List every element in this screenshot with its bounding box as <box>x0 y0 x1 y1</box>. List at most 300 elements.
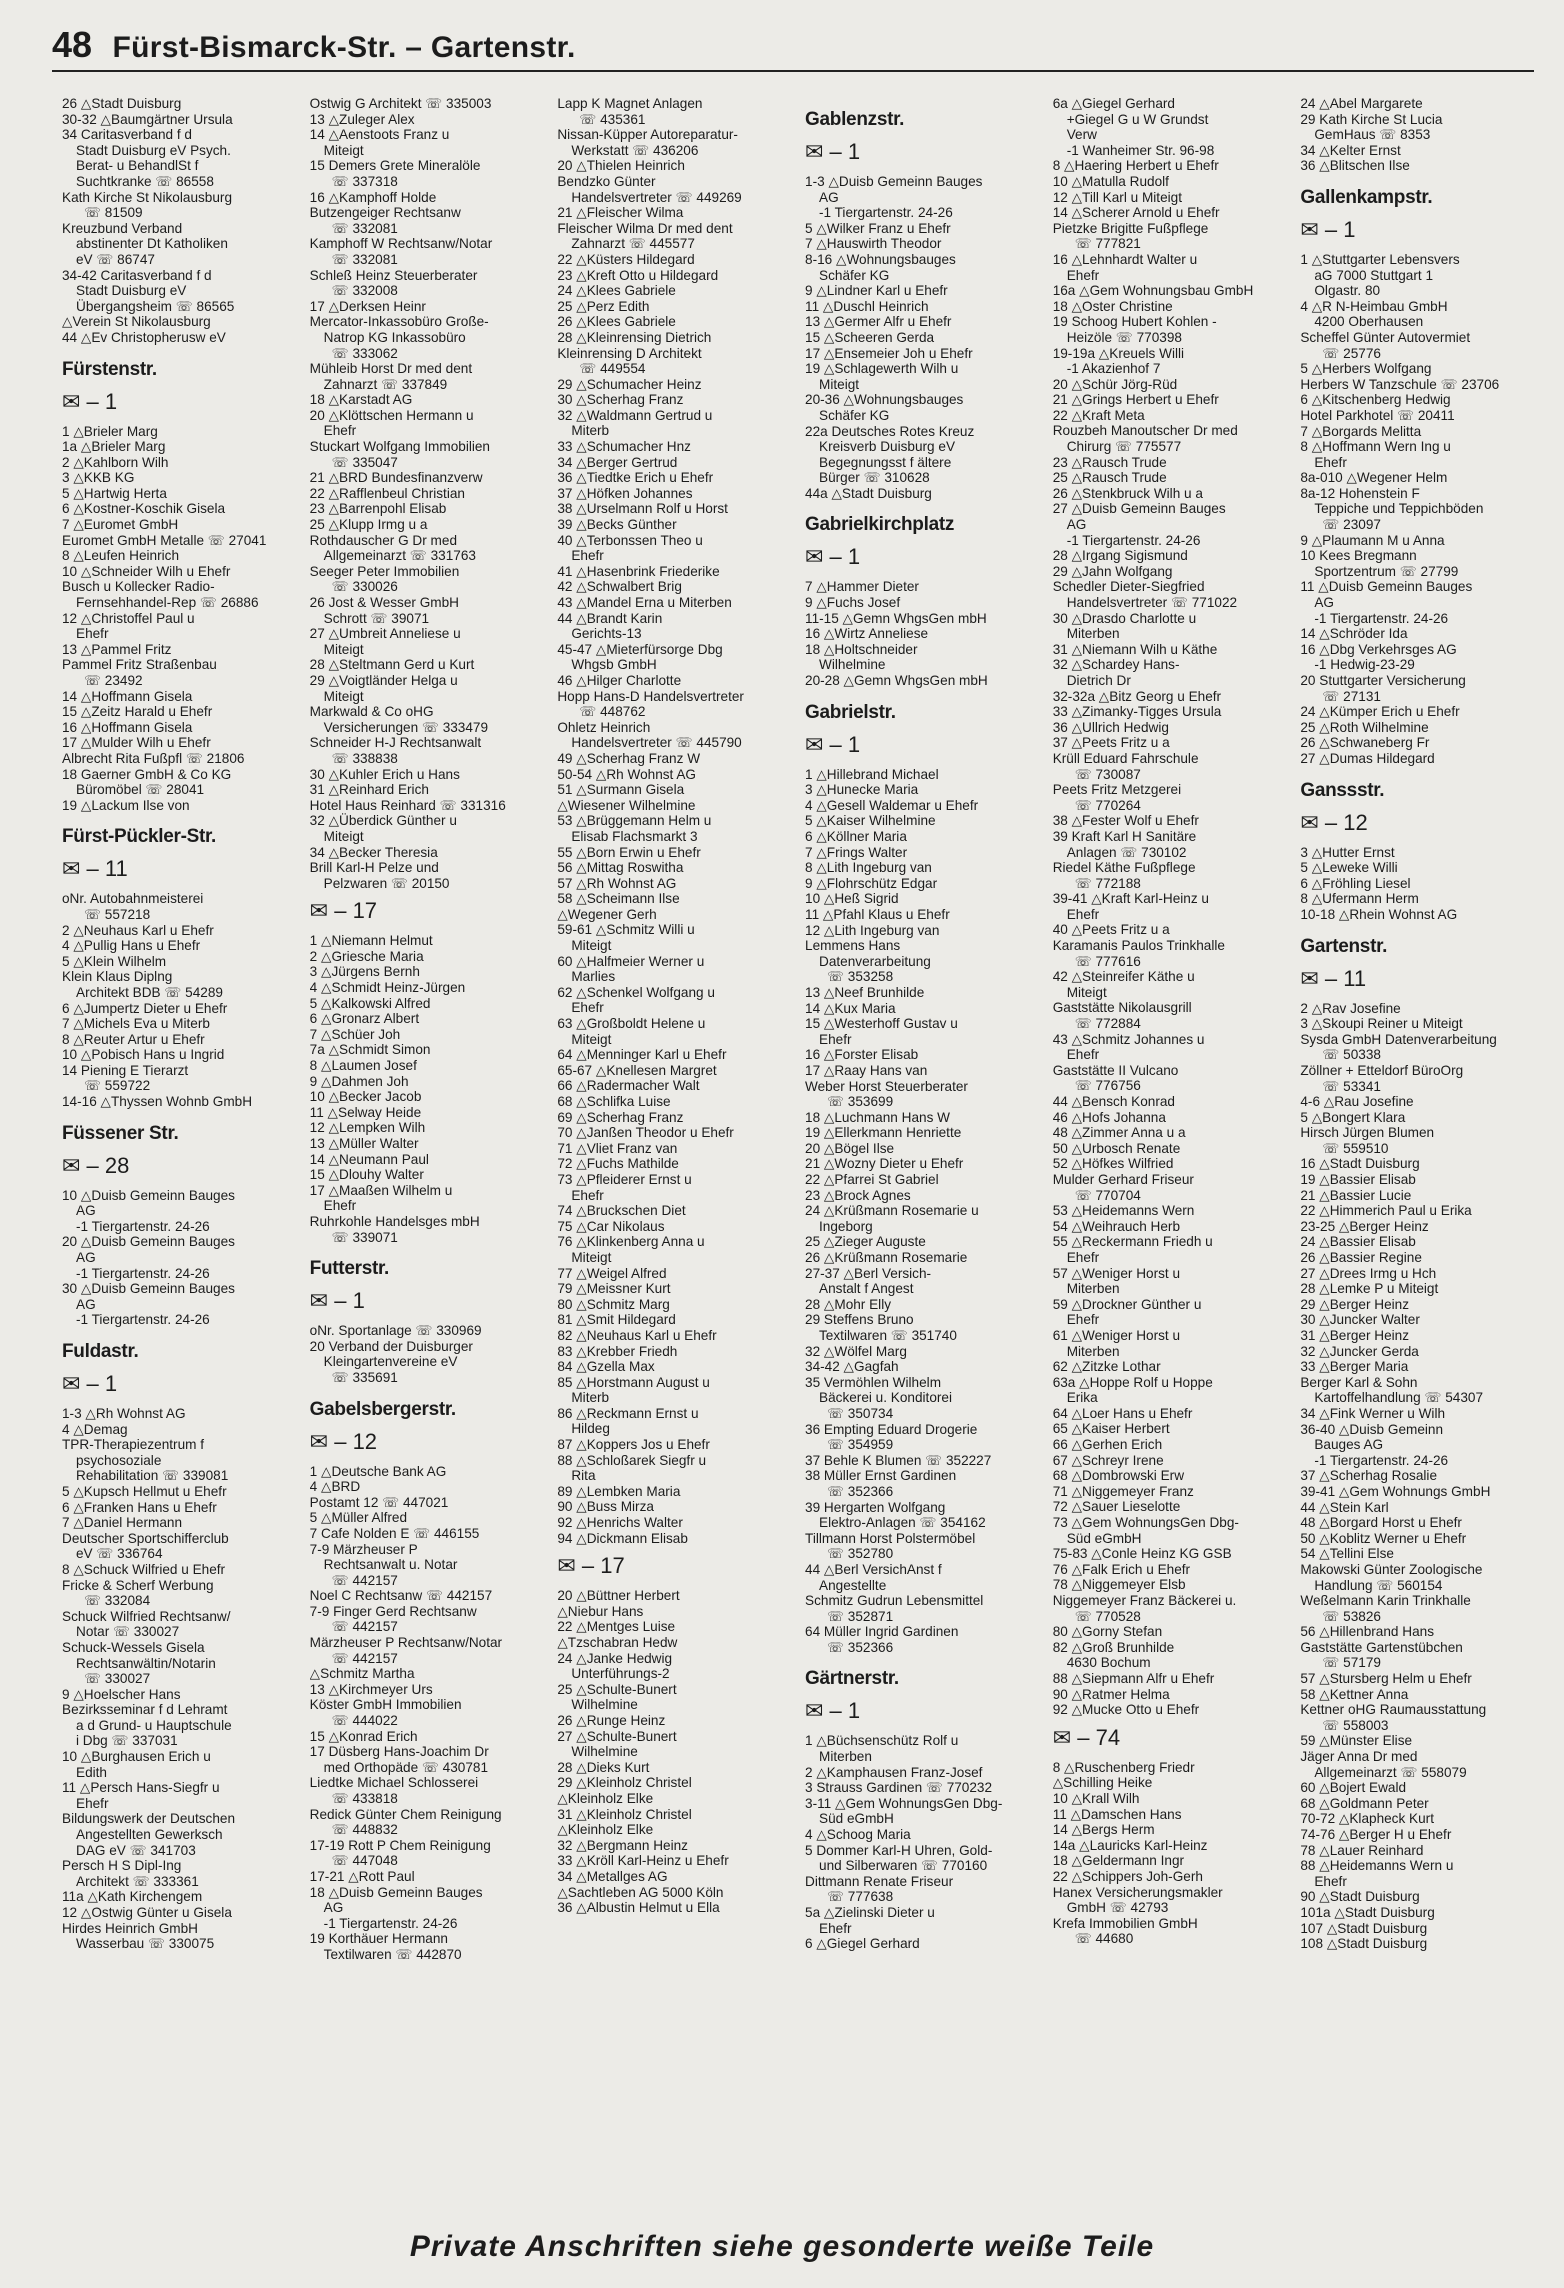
directory-entry: Nissan-Küpper Autoreparatur- <box>557 127 738 143</box>
directory-entry: -1 Tiergartenstr. 24-26 <box>1314 610 1449 626</box>
directory-entry: 83 △Krebber Friedh <box>557 1343 678 1359</box>
directory-entry: -1 Tiergartenstr. 24-26 <box>1066 532 1201 548</box>
directory-entry: 45-47 △Mieterfürsorge Dbg <box>557 641 723 657</box>
directory-entry: 3 Strauss Gardinen ☏ 770232 <box>805 1780 993 1796</box>
directory-entry: 30 △Scherhag Franz <box>557 392 684 408</box>
directory-entry: Fernsehhandel-Rep ☏ 26886 <box>76 595 259 611</box>
directory-entry: Stadt Duisburg eV Psych. <box>76 142 231 158</box>
directory-entry: 65 △Kaiser Herbert <box>1052 1421 1170 1437</box>
directory-entry: 13 △Pammel Fritz <box>62 641 172 657</box>
directory-entry: ☏ 332081 <box>331 220 398 236</box>
directory-entry: 108 △Stadt Duisburg <box>1300 1936 1428 1952</box>
directory-entry: 40 △Terbonssen Theo u <box>557 532 703 548</box>
directory-entry: 17-19 Rott P Chem Reinigung <box>309 1837 491 1853</box>
page-title: Fürst-Bismarck-Str. – Gartenstr. <box>112 31 576 64</box>
directory-entry: 8a-010 △Wegener Helm <box>1300 470 1448 486</box>
directory-entry: Elektro-Anlagen ☏ 354162 <box>819 1515 986 1531</box>
directory-entry: ☏ 337318 <box>331 173 398 189</box>
directory-entry: Kreuzbund Verband <box>62 220 183 236</box>
directory-entry: ☏ 770264 <box>1074 797 1141 813</box>
directory-entry: 32 △Bergmann Heinz <box>557 1837 688 1853</box>
directory-entry: 4200 Oberhausen <box>1314 314 1424 330</box>
directory-entry: 9 △Plaumann M u Anna <box>1300 532 1445 548</box>
directory-entry: 29 △Voigtländer Helga u <box>309 672 458 688</box>
postal-district: ✉ – 1 <box>805 1698 861 1724</box>
street-heading: Fürst-Pückler-Str. <box>62 826 217 848</box>
directory-entry: 34 △Fink Werner u Wilh <box>1300 1405 1446 1421</box>
directory-entry: 20 △Bögel Ilse <box>805 1140 895 1156</box>
directory-entry: 19 △Lackum Ilse von <box>62 797 190 813</box>
directory-entry: ☏ 776756 <box>1074 1078 1141 1094</box>
directory-entry: 14a △Lauricks Karl-Heinz <box>1052 1837 1208 1853</box>
directory-entry: 25 △Schulte-Bunert <box>557 1681 677 1697</box>
postal-district: ✉ – 74 <box>1052 1724 1121 1750</box>
directory-entry: 72 △Sauer Lieselotte <box>1052 1499 1181 1515</box>
directory-entry: 1 △Niemann Helmut <box>309 933 433 949</box>
directory-entry: 4 △Schoog Maria <box>805 1827 911 1843</box>
directory-entry: 10 △Matulla Rudolf <box>1052 173 1169 189</box>
directory-entry: 10 △Becker Jacob <box>309 1089 422 1105</box>
directory-entry: Elisab Flachsmarkt 3 <box>571 828 698 844</box>
directory-entry: 7 △Euromet GmbH <box>62 517 179 533</box>
directory-entry: 34-42 △Gagfah <box>805 1359 899 1375</box>
directory-entry: 3 △Jürgens Bernh <box>309 964 420 980</box>
directory-entry: 16 △Lehnhardt Walter u <box>1052 251 1198 267</box>
directory-entry: Miteigt <box>323 828 364 844</box>
postal-district: ✉ – 1 <box>309 1288 365 1314</box>
directory-entry: 28 △Steltmann Gerd u Kurt <box>309 657 475 673</box>
directory-entry: ☏ 50338 <box>1322 1047 1381 1063</box>
directory-entry: 28 △Mohr Elly <box>805 1296 892 1312</box>
directory-entry: ☏ 354959 <box>827 1437 894 1453</box>
directory-entry: 44 △Berl VersichAnst f <box>805 1561 942 1577</box>
directory-entry: 55 △Born Erwin u Ehefr <box>557 844 701 860</box>
directory-entry: 3 △Hunecke Maria <box>805 782 919 798</box>
directory-entry: 15 △Scheeren Gerda <box>805 329 935 345</box>
directory-entry: 42 △Schwalbert Brig <box>557 579 682 595</box>
directory-entry: 18 △Duisb Gemeinn Bauges <box>309 1884 483 1900</box>
directory-entry: 24 △Bassier Elisab <box>1300 1234 1416 1250</box>
directory-entry: 8 △Laumen Josef <box>309 1058 417 1074</box>
directory-entry: 8-16 △Wohnungsbauges <box>805 251 956 267</box>
directory-entry: Schäfer KG <box>819 267 890 283</box>
directory-entry: 67 △Schreyr Irene <box>1052 1452 1164 1468</box>
directory-entry: 30 △Juncker Walter <box>1300 1312 1420 1328</box>
directory-entry: 11-15 △Gemn WhgsGen mbH <box>805 610 987 626</box>
directory-entry: 19 △Schlagewerth Wilh u <box>805 361 959 377</box>
directory-entry: 10 △Schneider Wilh u Ehefr <box>62 563 231 579</box>
directory-entry: 20 △Büttner Herbert <box>557 1588 680 1604</box>
postal-district: ✉ – 17 <box>309 898 378 924</box>
directory-entry: Schrott ☏ 39071 <box>323 610 430 626</box>
directory-entry: 4 △Demag <box>62 1421 128 1437</box>
directory-entry: Wasserbau ☏ 330075 <box>76 1936 215 1952</box>
directory-entry: 34 △Metallges AG <box>557 1868 668 1884</box>
directory-entry: Rechtsanwältin/Notarin <box>76 1655 216 1671</box>
directory-entry: 8 △Reuter Artur u Ehefr <box>62 1031 205 1047</box>
directory-entry: eV ☏ 86747 <box>76 251 155 267</box>
directory-entry: 60 △Halfmeier Werner u <box>557 953 705 969</box>
directory-column <box>1300 96 1542 2206</box>
directory-entry: 57 △Stursberg Helm u Ehefr <box>1300 1671 1472 1687</box>
directory-entry: 25 △Rausch Trude <box>1052 470 1167 486</box>
directory-entry: ☏ 352366 <box>827 1639 894 1655</box>
footer-note: Private Anschriften siehe gesonderte weiße Teile <box>409 2230 1155 2263</box>
directory-entry: ☏ 770528 <box>1074 1608 1141 1624</box>
directory-entry: 31 △Kleinholz Christel <box>557 1806 692 1822</box>
directory-entry: 1 △Stuttgarter Lebensvers <box>1300 251 1460 267</box>
directory-entry: -1 Tiergartenstr. 24-26 <box>76 1218 210 1234</box>
directory-entry: AG <box>323 1900 344 1916</box>
directory-entry: Handelsvertreter ☏ 771022 <box>1066 595 1238 610</box>
directory-entry: 44 △Brandt Karin <box>557 610 663 626</box>
postal-district: ✉ – 1 <box>805 731 861 757</box>
directory-entry: eV ☏ 336764 <box>76 1546 163 1562</box>
directory-entry: 1 △Büchsenschütz Rolf u <box>805 1733 959 1749</box>
directory-entry: Rita <box>571 1468 596 1484</box>
directory-entry: 12 △Till Karl u Miteigt <box>1052 189 1183 205</box>
directory-entry: ☏ 559510 <box>1322 1140 1389 1156</box>
directory-entry: 21 △Wozny Dieter u Ehefr <box>805 1156 964 1172</box>
directory-entry: 5 △Klein Wilhelm <box>62 953 167 969</box>
directory-entry: Schäfer KG <box>819 407 890 423</box>
directory-entry: Bezirksseminar f d Lehramt <box>62 1702 228 1718</box>
directory-entry: 24 △Abel Margarete <box>1300 96 1423 111</box>
header-rule <box>52 70 1534 72</box>
street-heading: Gabrielkirchplatz <box>805 514 955 536</box>
directory-entry: ☏ 447048 <box>331 1853 398 1869</box>
directory-entry: Ehefr <box>571 1187 604 1203</box>
directory-entry: 27 △Drees Irmg u Hch <box>1300 1265 1437 1281</box>
directory-entry: 20 Stuttgarter Versicherung <box>1300 673 1466 688</box>
directory-entry: Gaststätte Nikolausgrill <box>1052 1000 1192 1016</box>
directory-entry: aG 7000 Stuttgart 1 <box>1314 267 1434 283</box>
directory-entry: 7 △Hauswirth Theodor <box>805 236 942 252</box>
directory-entry: Zahnarzt ☏ 445577 <box>571 236 695 252</box>
directory-entry: 2 △Griesche Maria <box>309 948 424 964</box>
directory-entry: 39 Hergarten Wolfgang <box>805 1499 946 1515</box>
directory-entry: 3 △Skoupi Reiner u Miteigt <box>1300 1016 1463 1032</box>
directory-entry: Zöllner + Etteldorf BüroOrg <box>1300 1062 1464 1078</box>
directory-entry: 85 △Horstmann August u <box>557 1374 710 1390</box>
directory-entry: Weßelmann Karin Trinkhalle <box>1300 1593 1471 1609</box>
directory-entry: 82 △Neuhaus Karl u Ehefr <box>557 1327 717 1343</box>
directory-entry: Bendzko Günter <box>557 173 656 189</box>
directory-entry: Rothdauscher G Dr med <box>309 532 457 548</box>
directory-entry: Miterb <box>571 1390 610 1406</box>
directory-entry: Schmitz Gudrun Lebensmittel <box>805 1593 984 1609</box>
directory-entry: 27 △Dumas Hildegard <box>1300 750 1435 766</box>
directory-entry: Liedtke Michael Schlosserei <box>309 1775 479 1791</box>
directory-entry: Kleinrensing D Architekt <box>557 345 702 361</box>
directory-entry: Dietrich Dr <box>1066 672 1131 688</box>
directory-entry: 50 △Koblitz Werner u Ehefr <box>1300 1530 1467 1546</box>
directory-entry: 16 △Dbg Verkehrsges AG <box>1300 641 1457 657</box>
directory-entry: 11 △Persch Hans-Siegfr u <box>62 1780 220 1796</box>
directory-column <box>557 96 799 2206</box>
directory-entry: Brill Karl-H Pelze und <box>309 860 439 876</box>
directory-entry: Fricke & Scherf Werbung <box>62 1577 214 1593</box>
directory-entry: Notar ☏ 330027 <box>76 1624 180 1640</box>
directory-entry: 51 △Surmann Gisela <box>557 782 685 798</box>
directory-entry: 20 Verband der Duisburger <box>309 1338 473 1354</box>
directory-entry: 20 △Thielen Heinrich <box>557 158 685 174</box>
directory-entry: Schleß Heinz Steuerberater <box>309 267 478 283</box>
directory-entry: 32 △Juncker Gerda <box>1300 1343 1419 1359</box>
directory-entry: 20 △Klöttschen Hermann u <box>309 407 474 423</box>
directory-entry: 11a △Kath Kirchengem <box>62 1889 203 1905</box>
directory-entry: Anlagen ☏ 730102 <box>1066 844 1187 860</box>
directory-entry: AG <box>1314 595 1334 611</box>
directory-entry: Markwald & Co oHG <box>309 704 434 720</box>
directory-entry: 6 △Kostner-Koschik Gisela <box>62 501 226 517</box>
directory-entry: -1 Tiergartenstr. 24-26 <box>76 1265 210 1281</box>
directory-entry: ☏ 448762 <box>579 704 646 720</box>
directory-entry: 58 △Scheimann Ilse <box>557 891 680 907</box>
directory-entry: Hotel Haus Reinhard ☏ 331316 <box>309 797 506 813</box>
directory-entry: 1 △Brieler Marg <box>62 423 158 439</box>
directory-entry: 30 △Duisb Gemeinn Bauges <box>62 1281 235 1297</box>
directory-entry: ☏ 777616 <box>1074 953 1141 969</box>
directory-entry: Makowski Günter Zoologische <box>1300 1561 1483 1577</box>
directory-entry: 3 △Hutter Ernst <box>1300 844 1395 860</box>
directory-entry: 1 △Hillebrand Michael <box>805 766 939 782</box>
directory-entry: 34 △Berger Gertrud <box>557 454 678 470</box>
directory-entry: 5 △Kupsch Hellmut u Ehefr <box>62 1483 227 1499</box>
directory-entry: Ehefr <box>323 1198 357 1214</box>
directory-entry: Architekt ☏ 333361 <box>76 1873 199 1889</box>
directory-entry: ☏ 557218 <box>84 906 151 922</box>
directory-entry: △Wiesener Wilhelmine <box>557 797 696 813</box>
directory-entry: Miterben <box>819 1749 872 1765</box>
directory-entry: 7a △Schmidt Simon <box>309 1042 431 1058</box>
directory-entry: 57 △Weniger Horst u <box>1052 1265 1181 1281</box>
directory-entry: AG <box>76 1203 96 1219</box>
street-heading: Gabelsbergerstr. <box>309 1398 456 1420</box>
directory-entry: 2 △Kamphausen Franz-Josef <box>805 1764 983 1780</box>
directory-entry: -1 Akazienhof 7 <box>1066 361 1161 377</box>
directory-entry: 7 △Borgards Melitta <box>1300 423 1422 439</box>
directory-entry: Anstalt f Angest <box>819 1281 914 1297</box>
directory-entry: 22a Deutsches Rotes Kreuz <box>805 423 975 439</box>
directory-entry: Edith <box>76 1764 107 1780</box>
directory-entry: Kamphoff W Rechtsanw/Notar <box>309 236 493 252</box>
directory-entry: ☏ 330026 <box>331 579 398 595</box>
directory-entry: 16 △Stadt Duisburg <box>1300 1156 1420 1172</box>
directory-entry: ☏ 330027 <box>84 1671 151 1687</box>
directory-entry: Peets Fritz Metzgerei <box>1052 782 1182 798</box>
directory-entry: 5 △Müller Alfred <box>309 1510 408 1526</box>
directory-entry: Rouzbeh Manoutscher Dr med <box>1052 423 1238 439</box>
directory-entry: 10 △Krall Wilh <box>1052 1790 1140 1806</box>
directory-entry: 10 △Duisb Gemeinn Bauges <box>62 1187 235 1203</box>
directory-entry: 26 △Schwaneberg Fr <box>1300 735 1430 751</box>
directory-entry: 26 △Stenkbruck Wilh u a <box>1052 485 1203 501</box>
directory-entry: 29 △Schumacher Heinz <box>557 376 702 392</box>
directory-entry: 52 △Höfkes Wilfried <box>1052 1156 1174 1172</box>
directory-entry: Handelsvertreter ☏ 449269 <box>571 189 742 205</box>
directory-entry: Natrop KG Inkassobüro <box>323 329 466 345</box>
directory-entry: Lemmens Hans <box>805 938 901 954</box>
directory-entry: 38 Müller Ernst Gardinen <box>805 1468 957 1484</box>
directory-entry: 44 △Ev Christopherusw eV <box>62 329 226 345</box>
postal-district: ✉ – 1 <box>805 544 861 570</box>
directory-entry: Scheffel Günter Autovermiet <box>1300 329 1471 345</box>
directory-entry: 26 Jost & Wesser GmbH <box>309 595 459 610</box>
directory-entry: 14 △Aenstoots Franz u <box>309 127 450 143</box>
directory-entry: 5 △Kaiser Wilhelmine <box>805 813 936 829</box>
directory-entry: 9 △Dahmen Joh <box>309 1073 409 1089</box>
directory-entry: ☏ 352871 <box>827 1608 894 1624</box>
street-heading: Füssener Str. <box>62 1122 179 1144</box>
directory-entry: Bäckerei u. Konditorei <box>819 1390 953 1406</box>
postal-district: ✉ – 1 <box>1300 216 1356 242</box>
directory-entry: 12 △Christoffel Paul u <box>62 610 195 626</box>
directory-entry: Miterben <box>1066 1281 1120 1297</box>
directory-entry: 29 Steffens Bruno <box>805 1312 914 1328</box>
directory-entry: 43 △Schmitz Johannes u <box>1052 1031 1205 1047</box>
directory-entry: △Sachtleben AG 5000 Köln <box>557 1884 724 1900</box>
directory-entry: 7-9 Märzheuser P <box>309 1541 418 1557</box>
directory-entry: ☏ 27131 <box>1322 688 1381 704</box>
directory-entry: 4 △Gesell Waldemar u Ehefr <box>805 797 979 813</box>
directory-entry: Süd eGmbH <box>1066 1530 1142 1546</box>
directory-entry: 27 △Umbreit Anneliese u <box>309 626 461 642</box>
directory-entry: 11 △Selway Heide <box>309 1104 422 1120</box>
directory-entry: ☏ 25776 <box>1322 345 1381 361</box>
directory-entry: 41 △Hasenbrink Friederike <box>557 563 720 579</box>
directory-entry: 18 △Luchmann Hans W <box>805 1109 950 1125</box>
directory-entry: 61 △Weniger Horst u <box>1052 1327 1181 1343</box>
directory-entry: ☏ 777821 <box>1074 236 1141 252</box>
directory-entry: 23 △Barrenpohl Elisab <box>309 501 447 517</box>
directory-entry: 70 △Janßen Theodor u Ehefr <box>557 1125 734 1141</box>
directory-entry: Karamanis Paulos Trinkhalle <box>1052 938 1225 954</box>
directory-entry: 71 △Vliet Franz van <box>557 1140 678 1156</box>
directory-entry: AG <box>76 1250 96 1266</box>
directory-entry: Märzheuser P Rechtsanw/Notar <box>309 1635 503 1651</box>
directory-entry: ☏ 449554 <box>579 361 646 377</box>
directory-entry: Wilhelmine <box>571 1744 638 1760</box>
directory-entry: 36 △Tiedtke Erich u Ehefr <box>557 470 714 486</box>
directory-entry: ☏ 770704 <box>1074 1187 1141 1203</box>
directory-entry: 50-54 △Rh Wohnst AG <box>557 766 697 782</box>
directory-entry: 14-16 △Thyssen Wohnb GmbH <box>62 1094 253 1110</box>
directory-entry: 11 △Duisb Gemeinn Bauges <box>1300 579 1473 595</box>
directory-entry: AG <box>1066 517 1087 533</box>
directory-entry: 34 Caritasverband f d <box>62 127 192 143</box>
directory-entry: 7 △Michels Eva u Miterb <box>62 1016 210 1032</box>
directory-entry: 17 △Ensemeier Joh u Ehefr <box>805 345 973 361</box>
directory-entry: 33 △Zimanky-Tigges Ursula <box>1052 704 1222 720</box>
directory-entry: ☏ 81509 <box>84 205 143 221</box>
directory-entry: Miteigt <box>571 1031 612 1047</box>
directory-entry: 92 △Mucke Otto u Ehefr <box>1052 1702 1200 1718</box>
directory-entry: 2 △Kahlborn Wilh <box>62 454 169 470</box>
directory-entry: 79 △Meissner Kurt <box>557 1281 671 1297</box>
directory-entry: Bürger ☏ 310628 <box>819 470 930 486</box>
directory-entry: 26 △Klees Gabriele <box>557 314 676 330</box>
directory-entry: 5 △Bongert Klara <box>1300 1109 1406 1125</box>
directory-entry: 8a-12 Hohenstein F <box>1300 485 1420 501</box>
directory-entry: GmbH ☏ 42793 <box>1066 1900 1169 1916</box>
directory-entry: 87 △Koppers Jos u Ehefr <box>557 1437 710 1453</box>
directory-entry: 14 Piening E Tierarzt <box>62 1062 189 1078</box>
directory-entry: 8 △Ruschenberg Friedr <box>1052 1759 1195 1775</box>
directory-entry: 32 △Waldmann Gertrud u <box>557 407 713 423</box>
street-heading: Ganssstr. <box>1300 779 1385 801</box>
directory-entry: Hopp Hans-D Handelsvertreter <box>557 688 744 704</box>
directory-entry: 11 △Pfahl Klaus u Ehefr <box>805 906 950 922</box>
directory-entry: ☏ 777638 <box>827 1889 894 1905</box>
street-heading: Fürstenstr. <box>62 358 157 380</box>
directory-entry: Handlung ☏ 560154 <box>1314 1577 1443 1593</box>
directory-entry: 7-9 Finger Gerd Rechtsanw <box>309 1603 477 1619</box>
directory-entry: 36 △Albustin Helmut u Ella <box>557 1900 720 1916</box>
directory-entry: 24 △Janke Hedwig <box>557 1650 673 1666</box>
directory-entry: 11 △Damschen Hans <box>1052 1806 1182 1822</box>
directory-entry: 18 △Karstadt AG <box>309 392 413 408</box>
directory-entry: GemHaus ☏ 8353 <box>1314 127 1431 143</box>
directory-entry: 26 △Bassier Regine <box>1300 1250 1422 1266</box>
directory-entry: Allgemeinarzt ☏ 331763 <box>323 548 476 564</box>
directory-entry: 29 Kath Kirche St Lucia <box>1300 111 1443 127</box>
directory-entry: 23-25 △Berger Heinz <box>1300 1218 1429 1234</box>
directory-entry: 73 △Pfleiderer Ernst u <box>557 1171 692 1187</box>
directory-entry: 19 Schoog Hubert Kohlen - <box>1052 314 1217 330</box>
directory-entry: Redick Günter Chem Reinigung <box>309 1806 502 1822</box>
directory-entry: 22 △Himmerich Paul u Erika <box>1300 1203 1472 1219</box>
directory-entry: Kartoffelhandlung ☏ 54307 <box>1314 1390 1484 1406</box>
directory-entry: △Niebur Hans <box>557 1603 644 1619</box>
directory-entry: 18 Gaerner GmbH & Co KG <box>62 766 232 782</box>
directory-entry: Klein Klaus Diplng <box>62 969 173 985</box>
directory-entry: -1 Tiergartenstr. 24-26 <box>1314 1452 1449 1468</box>
directory-entry: Lapp K Magnet Anlagen <box>557 96 703 111</box>
directory-entry: 28 △Irgang Sigismund <box>1052 548 1188 564</box>
directory-entry: 65-67 △Knellesen Margret <box>557 1062 717 1078</box>
directory-entry: 56 △Mittag Roswitha <box>557 860 684 876</box>
directory-entry: 39 Kraft Karl H Sanitäre <box>1052 828 1197 844</box>
directory-entry: 74-76 △Berger H u Ehefr <box>1300 1827 1452 1842</box>
directory-entry: 32-32a △Bitz Georg u Ehefr <box>1052 688 1222 704</box>
directory-entry: 36 △Blitschen Ilse <box>1300 158 1410 174</box>
directory-entry: 88 △Siepmann Alfr u Ehefr <box>1052 1670 1215 1686</box>
directory-entry: 75-83 △Conle Heinz KG GSB <box>1052 1546 1232 1562</box>
directory-entry: Schneider H-J Rechtsanwalt <box>309 735 482 751</box>
directory-entry: Werkstatt ☏ 436206 <box>571 142 699 158</box>
directory-entry: 5 △Kalkowski Alfred <box>309 995 431 1011</box>
directory-entry: ☏ 558003 <box>1322 1717 1389 1733</box>
postal-district: ✉ – 1 <box>62 1371 118 1396</box>
directory-entry: 19-19a △Kreuels Willi <box>1052 345 1185 361</box>
directory-entry: Begegnungsst f ältere <box>819 454 952 470</box>
directory-entry: 80 △Gorny Stefan <box>1052 1624 1163 1640</box>
directory-entry: Bauges AG <box>1314 1437 1384 1453</box>
postal-district: ✉ – 28 <box>62 1152 130 1178</box>
directory-entry: 1-3 △Rh Wohnst AG <box>62 1406 186 1421</box>
directory-entry: Ehefr <box>1066 1312 1100 1328</box>
directory-entry: 22 △Rafflenbeul Christian <box>309 485 465 501</box>
directory-entry: Miteigt <box>323 641 364 657</box>
directory-entry: 6 △Franken Hans u Ehefr <box>62 1499 217 1515</box>
directory-entry: 70-72 △Klapheck Kurt <box>1300 1811 1434 1827</box>
directory-entry: 14 △Neumann Paul <box>309 1151 429 1167</box>
directory-entry: Sportzentrum ☏ 27799 <box>1314 563 1459 579</box>
directory-entry: 78 △Niggemeyer Elsb <box>1052 1577 1186 1593</box>
directory-entry: -1 Hedwig-23-29 <box>1314 657 1415 673</box>
directory-entry: 86 △Reckmann Ernst u <box>557 1405 699 1421</box>
